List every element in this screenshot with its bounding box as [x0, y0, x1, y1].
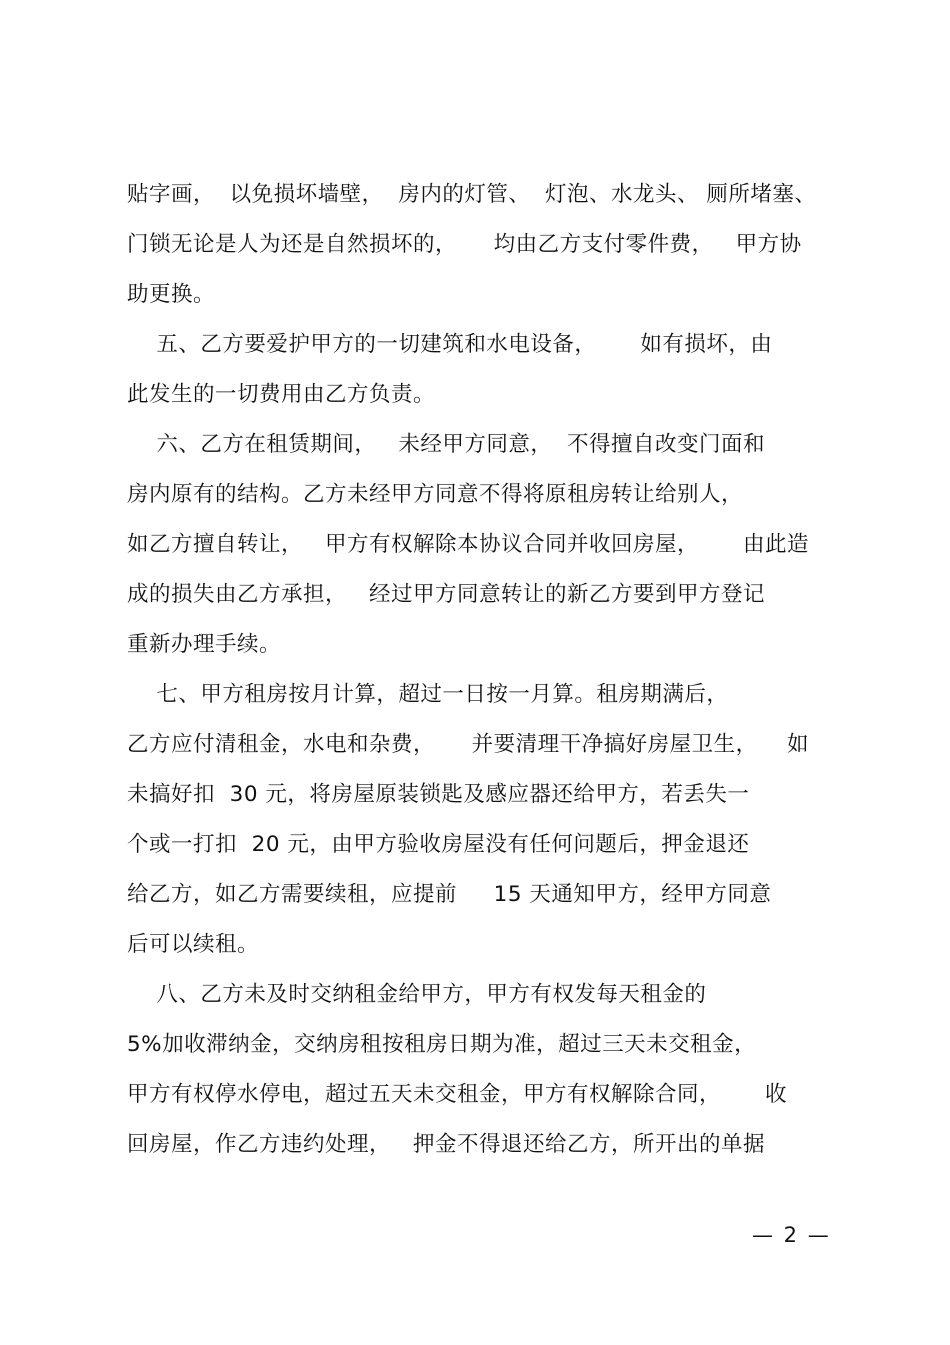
text-line: 六、乙方在租赁期间， 未经甲方同意， 不得擅自改变门面和: [127, 432, 766, 457]
text-line: 未搞好扣 30 元，将房屋原装锁匙及感应器还给甲方，若丢失一: [127, 782, 750, 807]
text-line: 七、甲方租房按月计算，超过一日按一月算。租房期满后，: [127, 682, 729, 707]
text-line: 个或一打扣 20 元，由甲方验收房屋没有任何问题后，押金退还: [127, 832, 750, 857]
text-line: 给乙方，如乙方需要续租，应提前 15 天通知甲方，经甲方同意: [127, 882, 772, 907]
text-line: 成的损失由乙方承担， 经过甲方同意转让的新乙方要到甲方登记: [127, 582, 766, 607]
text-line: 5%加收滞纳金，交纳房租按租房日期为准，超过三天未交租金，: [127, 1032, 757, 1057]
text-line: 后可以续租。: [127, 932, 260, 957]
text-line: 门锁无论是人为还是自然损坏的， 均由乙方支付零件费， 甲方协: [127, 232, 802, 257]
text-line: 贴字画， 以免损坏墙壁， 房内的灯管、 灯泡、水龙头、 厕所堵塞、: [127, 182, 817, 207]
text-line: 此发生的一切费用由乙方负责。: [127, 382, 436, 407]
text-line: 房内原有的结构。乙方未经甲方同意不得将原租房转让给别人，: [127, 482, 744, 507]
text-line: 甲方有权停水停电，超过五天未交租金，甲方有权解除合同， 收: [127, 1082, 788, 1107]
text-line: 重新办理手续。: [127, 632, 282, 657]
text-line: 助更换。: [127, 282, 216, 307]
text-line: 五、乙方要爱护甲方的一切建筑和水电设备， 如有损坏，由: [127, 332, 773, 357]
text-line: 如乙方擅自转让， 甲方有权解除本协议合同并收回房屋， 由此造: [127, 532, 810, 557]
text-line: 乙方应付清租金，水电和杂费， 并要清理干净搞好房屋卫生， 如: [127, 732, 810, 757]
text-line: 回房屋，作乙方违约处理， 押金不得退还给乙方，所开出的单据: [127, 1132, 766, 1157]
text-line: 八、乙方未及时交纳租金给甲方，甲方有权发每天租金的: [127, 982, 707, 1007]
page-number: — 2 —: [752, 1223, 831, 1247]
